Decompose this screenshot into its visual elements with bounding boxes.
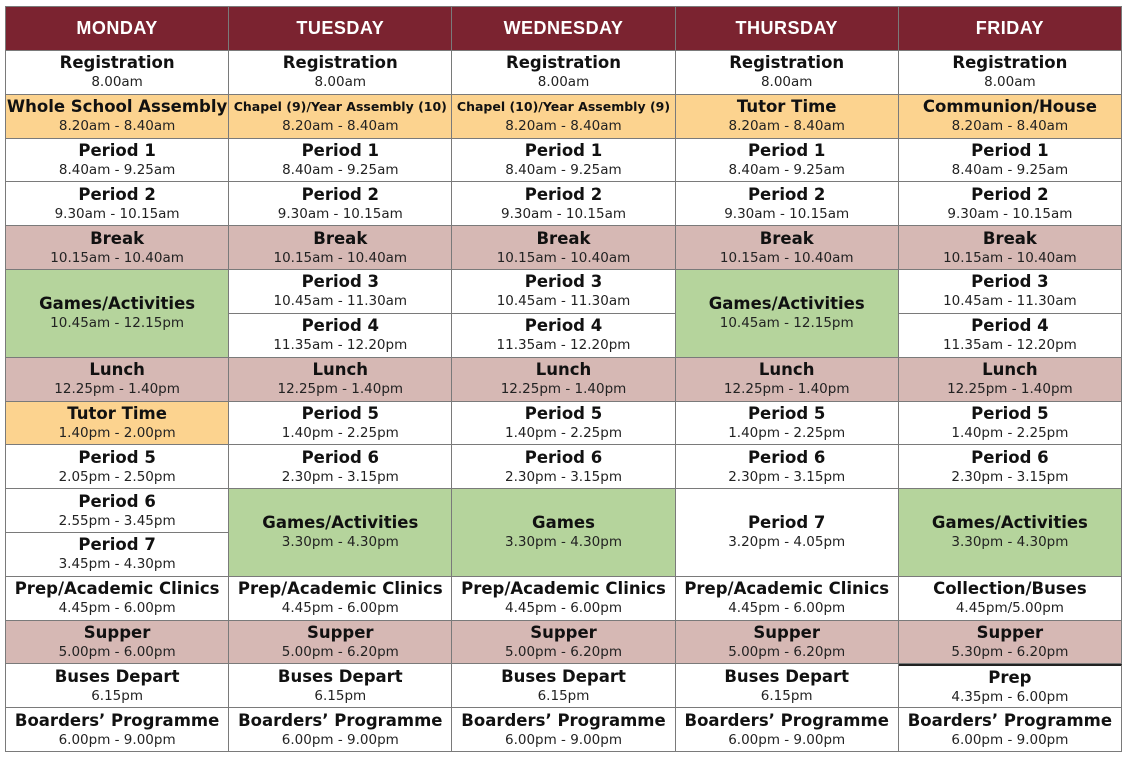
session-time: 8.00am bbox=[760, 74, 813, 91]
session-time: 1.40pm - 2.00pm bbox=[58, 424, 176, 441]
session-time: 10.15am - 10.40am bbox=[273, 249, 408, 266]
session-time: 12.25pm - 1.40pm bbox=[723, 381, 850, 398]
session-time: 8.20am - 8.40am bbox=[728, 118, 845, 135]
session-title: Lunch bbox=[758, 360, 815, 380]
schedule-cell-tuesday bbox=[229, 445, 452, 489]
schedule-cell-tuesday bbox=[229, 708, 452, 752]
session-title: Lunch bbox=[982, 360, 1038, 380]
session-time: 9.30am - 10.15am bbox=[724, 205, 850, 222]
day-header-friday: FRIDAY bbox=[899, 7, 1122, 51]
schedule-cell-friday bbox=[899, 708, 1122, 752]
session-time: 6.00pm - 9.00pm bbox=[951, 731, 1069, 748]
schedule-cell-wednesday bbox=[452, 358, 675, 402]
session-time: 8.20am - 8.40am bbox=[282, 118, 399, 135]
schedule-cell-thursday bbox=[676, 358, 899, 402]
schedule-cell-wednesday bbox=[452, 95, 675, 139]
schedule-cell-monday bbox=[6, 577, 229, 621]
session-time: 5.30pm - 6.20pm bbox=[951, 643, 1069, 660]
session-time: 10.45am - 11.30am bbox=[273, 293, 408, 310]
schedule-cell-friday bbox=[899, 402, 1122, 446]
schedule-cell-tuesday bbox=[229, 182, 452, 226]
session-title: Lunch bbox=[535, 360, 592, 380]
session-title: Registration bbox=[59, 53, 175, 73]
session-time: 9.30am - 10.15am bbox=[500, 205, 626, 222]
session-time: 11.35am - 12.20pm bbox=[942, 337, 1077, 354]
schedule-cell-tuesday bbox=[229, 577, 452, 621]
schedule-cell-friday bbox=[899, 489, 1122, 577]
session-time: 10.45am - 12.15pm bbox=[719, 315, 854, 332]
schedule-cell-monday bbox=[6, 51, 229, 95]
schedule-cell-monday bbox=[6, 664, 229, 708]
session-time: 4.45pm - 6.00pm bbox=[58, 600, 176, 617]
session-title: Games/Activities bbox=[262, 513, 419, 533]
session-title: Chapel (9)/Year Assembly (10) bbox=[233, 99, 447, 115]
session-title: Boarders’ Programme bbox=[238, 710, 443, 730]
schedule-cell-thursday bbox=[676, 270, 899, 358]
schedule-cell-monday bbox=[6, 95, 229, 139]
session-time: 1.40pm - 2.25pm bbox=[504, 424, 622, 441]
schedule-cell-wednesday bbox=[452, 226, 675, 270]
schedule-cell-tuesday bbox=[229, 95, 452, 139]
schedule-cell-tuesday bbox=[229, 51, 452, 95]
session-title: Break bbox=[982, 228, 1037, 248]
session-title: Games/Activities bbox=[708, 294, 865, 314]
schedule-cell-thursday bbox=[676, 621, 899, 665]
schedule-cell-wednesday bbox=[452, 270, 675, 314]
session-time: 3.30pm - 4.30pm bbox=[951, 534, 1069, 551]
session-time: 10.45am - 11.30am bbox=[943, 293, 1077, 310]
session-time: 8.40am - 9.25am bbox=[951, 162, 1069, 179]
schedule-cell-monday bbox=[6, 139, 229, 183]
session-title: Supper bbox=[976, 622, 1044, 642]
session-time: 8.40am - 9.25am bbox=[282, 162, 399, 179]
session-time: 8.40am - 9.25am bbox=[728, 162, 845, 179]
session-time: 6.15pm bbox=[91, 687, 143, 704]
session-title: Supper bbox=[530, 622, 597, 642]
session-title: Lunch bbox=[89, 360, 145, 380]
session-title: Period 6 bbox=[301, 447, 380, 467]
schedule-cell-monday bbox=[6, 182, 229, 226]
session-title: Period 1 bbox=[78, 141, 156, 161]
session-time: 1.40pm - 2.25pm bbox=[951, 424, 1069, 441]
session-title: Period 5 bbox=[78, 447, 156, 467]
schedule-cell-monday bbox=[6, 402, 229, 446]
session-time: 11.35am - 12.20pm bbox=[496, 337, 631, 354]
schedule-cell-tuesday bbox=[229, 139, 452, 183]
session-title: Registration bbox=[282, 53, 398, 73]
schedule-cell-friday bbox=[899, 139, 1122, 183]
session-title: Period 7 bbox=[747, 513, 826, 533]
session-time: 8.20am - 8.40am bbox=[505, 118, 622, 135]
session-title: Period 2 bbox=[301, 184, 380, 204]
schedule-cell-thursday bbox=[676, 402, 899, 446]
session-title: Period 3 bbox=[524, 272, 603, 292]
session-title: Period 4 bbox=[301, 316, 380, 336]
session-title: Chapel (10)/Year Assembly (9) bbox=[456, 99, 671, 115]
session-title: Break bbox=[90, 228, 145, 248]
schedule-cell-friday bbox=[899, 358, 1122, 402]
session-title: Lunch bbox=[312, 360, 369, 380]
session-title: Prep bbox=[988, 667, 1032, 687]
session-time: 4.45pm - 6.00pm bbox=[504, 600, 622, 617]
session-title: Boarders’ Programme bbox=[461, 710, 666, 730]
session-time: 6.15pm bbox=[314, 687, 367, 704]
session-title: Period 5 bbox=[524, 403, 603, 423]
schedule-cell-thursday bbox=[676, 226, 899, 270]
session-time: 8.00am bbox=[91, 74, 143, 91]
session-title: Boarders’ Programme bbox=[684, 710, 889, 730]
session-time: 3.30pm - 4.30pm bbox=[281, 534, 399, 551]
session-time: 8.00am bbox=[984, 74, 1036, 91]
session-time: 2.30pm - 3.15pm bbox=[728, 468, 846, 485]
session-title: Break bbox=[536, 228, 591, 248]
schedule-cell-thursday bbox=[676, 139, 899, 183]
session-time: 12.25pm - 1.40pm bbox=[54, 381, 180, 398]
session-title: Period 5 bbox=[301, 403, 380, 423]
session-title: Period 1 bbox=[524, 141, 603, 161]
schedule-cell-thursday bbox=[676, 445, 899, 489]
schedule-cell-wednesday bbox=[452, 182, 675, 226]
session-title: Supper bbox=[306, 622, 374, 642]
session-title: Supper bbox=[83, 622, 151, 642]
session-title: Games/Activities bbox=[39, 294, 196, 314]
session-title: Period 1 bbox=[971, 141, 1049, 161]
schedule-cell-wednesday bbox=[452, 314, 675, 358]
session-title: Period 4 bbox=[524, 316, 603, 336]
session-time: 4.45pm/5.00pm bbox=[955, 600, 1064, 617]
day-header-wednesday: WEDNESDAY bbox=[452, 7, 675, 51]
schedule-cell-friday bbox=[899, 314, 1122, 358]
session-title: Prep/Academic Clinics bbox=[14, 579, 220, 599]
session-title: Period 5 bbox=[971, 403, 1049, 423]
session-time: 1.40pm - 2.25pm bbox=[728, 424, 846, 441]
schedule-cell-monday bbox=[6, 270, 229, 358]
session-time: 10.15am - 10.40am bbox=[719, 249, 854, 266]
schedule-cell-wednesday bbox=[452, 402, 675, 446]
session-title: Period 2 bbox=[524, 184, 603, 204]
schedule-cell-monday bbox=[6, 489, 229, 533]
session-time: 2.30pm - 3.15pm bbox=[504, 468, 622, 485]
schedule-cell-friday bbox=[899, 51, 1122, 95]
session-title: Period 6 bbox=[78, 491, 156, 511]
session-time: 12.25pm - 1.40pm bbox=[277, 381, 404, 398]
schedule-cell-tuesday bbox=[229, 314, 452, 358]
schedule-cell-thursday bbox=[676, 577, 899, 621]
session-title: Period 1 bbox=[301, 141, 380, 161]
schedule-cell-thursday bbox=[676, 51, 899, 95]
schedule-cell-friday bbox=[899, 664, 1122, 708]
schedule-cell-thursday bbox=[676, 489, 899, 577]
session-time: 9.30am - 10.15am bbox=[54, 205, 180, 222]
session-title: Supper bbox=[753, 622, 820, 642]
session-time: 8.00am bbox=[314, 74, 367, 91]
session-time: 3.30pm - 4.30pm bbox=[504, 534, 622, 551]
session-title: Period 2 bbox=[78, 184, 156, 204]
session-time: 5.00pm - 6.00pm bbox=[58, 643, 176, 660]
schedule-cell-friday bbox=[899, 577, 1122, 621]
session-title: Games/Activities bbox=[931, 513, 1088, 533]
session-time: 6.00pm - 9.00pm bbox=[504, 731, 622, 748]
session-title: Period 5 bbox=[747, 403, 826, 423]
schedule-cell-thursday bbox=[676, 95, 899, 139]
session-title: Period 7 bbox=[78, 535, 156, 555]
session-time: 2.05pm - 2.50pm bbox=[58, 468, 176, 485]
session-title: Period 4 bbox=[971, 316, 1049, 336]
session-title: Period 3 bbox=[971, 272, 1049, 292]
schedule-cell-friday bbox=[899, 621, 1122, 665]
schedule-cell-thursday bbox=[676, 182, 899, 226]
session-title: Period 3 bbox=[301, 272, 380, 292]
schedule-cell-thursday bbox=[676, 708, 899, 752]
session-title: Period 2 bbox=[971, 184, 1049, 204]
session-time: 9.30am - 10.15am bbox=[277, 205, 403, 222]
session-title: Registration bbox=[506, 53, 621, 73]
schedule-cell-tuesday bbox=[229, 226, 452, 270]
session-time: 8.20am - 8.40am bbox=[951, 118, 1069, 135]
schedule-cell-tuesday bbox=[229, 358, 452, 402]
timetable-grid bbox=[5, 6, 1122, 752]
session-time: 2.55pm - 3.45pm bbox=[58, 512, 176, 529]
session-time: 6.00pm - 9.00pm bbox=[728, 731, 846, 748]
session-title: Prep/Academic Clinics bbox=[237, 579, 443, 599]
session-time: 6.15pm bbox=[760, 687, 813, 704]
session-title: Period 2 bbox=[747, 184, 826, 204]
session-time: 9.30am - 10.15am bbox=[947, 205, 1073, 222]
schedule-cell-wednesday bbox=[452, 664, 675, 708]
session-time: 6.00pm - 9.00pm bbox=[281, 731, 399, 748]
schedule-cell-friday bbox=[899, 445, 1122, 489]
session-time: 6.15pm bbox=[537, 687, 590, 704]
session-time: 6.00pm - 9.00pm bbox=[58, 731, 176, 748]
session-title: Tutor Time bbox=[736, 97, 837, 117]
schedule-cell-friday bbox=[899, 95, 1122, 139]
session-time: 3.45pm - 4.30pm bbox=[58, 556, 176, 573]
schedule-cell-monday bbox=[6, 621, 229, 665]
session-title: Break bbox=[759, 228, 814, 248]
session-title: Prep/Academic Clinics bbox=[684, 579, 890, 599]
session-title: Buses Depart bbox=[501, 666, 626, 686]
schedule-cell-wednesday bbox=[452, 445, 675, 489]
schedule-cell-monday bbox=[6, 226, 229, 270]
session-time: 5.00pm - 6.20pm bbox=[281, 643, 399, 660]
schedule-cell-friday bbox=[899, 226, 1122, 270]
session-time: 2.30pm - 3.15pm bbox=[281, 468, 399, 485]
day-header-thursday: THURSDAY bbox=[676, 7, 899, 51]
schedule-cell-tuesday bbox=[229, 621, 452, 665]
day-header-tuesday: TUESDAY bbox=[229, 7, 452, 51]
schedule-cell-wednesday bbox=[452, 139, 675, 183]
session-title: Period 1 bbox=[747, 141, 826, 161]
session-title: Buses Depart bbox=[277, 666, 403, 686]
session-time: 10.15am - 10.40am bbox=[943, 249, 1077, 266]
session-time: 10.45am - 11.30am bbox=[496, 293, 631, 310]
session-title: Period 6 bbox=[971, 447, 1049, 467]
session-time: 8.20am - 8.40am bbox=[58, 118, 176, 135]
session-time: 4.45pm - 6.00pm bbox=[281, 600, 399, 617]
session-title: Whole School Assembly bbox=[6, 97, 228, 117]
schedule-cell-tuesday bbox=[229, 402, 452, 446]
session-time: 1.40pm - 2.25pm bbox=[281, 424, 399, 441]
session-time: 2.30pm - 3.15pm bbox=[951, 468, 1069, 485]
session-time: 5.00pm - 6.20pm bbox=[504, 643, 622, 660]
session-title: Games bbox=[532, 513, 595, 533]
session-time: 4.35pm - 6.00pm bbox=[951, 688, 1069, 705]
schedule-cell-monday bbox=[6, 533, 229, 577]
session-time: 8.40am - 9.25am bbox=[505, 162, 622, 179]
session-time: 12.25pm - 1.40pm bbox=[500, 381, 627, 398]
session-time: 3.20pm - 4.05pm bbox=[728, 534, 846, 551]
session-title: Tutor Time bbox=[67, 403, 167, 423]
schedule-cell-friday bbox=[899, 182, 1122, 226]
session-title: Break bbox=[313, 228, 368, 248]
schedule-cell-wednesday bbox=[452, 708, 675, 752]
session-title: Registration bbox=[729, 53, 845, 73]
session-title: Collection/Buses bbox=[933, 579, 1087, 599]
schedule-cell-wednesday bbox=[452, 577, 675, 621]
session-title: Prep/Academic Clinics bbox=[461, 579, 666, 599]
session-title: Boarders’ Programme bbox=[907, 710, 1113, 730]
session-time: 8.40am - 9.25am bbox=[58, 162, 176, 179]
schedule-cell-wednesday bbox=[452, 51, 675, 95]
session-title: Registration bbox=[952, 53, 1068, 73]
session-title: Boarders’ Programme bbox=[14, 710, 220, 730]
session-time: 10.15am - 10.40am bbox=[496, 249, 631, 266]
session-time: 8.00am bbox=[537, 74, 590, 91]
day-header-monday: MONDAY bbox=[6, 7, 229, 51]
schedule-cell-monday bbox=[6, 708, 229, 752]
session-time: 10.45am - 12.15pm bbox=[50, 315, 185, 332]
session-time: 5.00pm - 6.20pm bbox=[728, 643, 846, 660]
schedule-cell-wednesday bbox=[452, 489, 675, 577]
session-time: 12.25pm - 1.40pm bbox=[947, 381, 1073, 398]
schedule-cell-tuesday bbox=[229, 489, 452, 577]
schedule-cell-tuesday bbox=[229, 270, 452, 314]
schedule-cell-tuesday bbox=[229, 664, 452, 708]
schedule-cell-monday bbox=[6, 358, 229, 402]
schedule-cell-monday bbox=[6, 445, 229, 489]
session-time: 11.35am - 12.20pm bbox=[273, 337, 408, 354]
session-title: Buses Depart bbox=[724, 666, 850, 686]
session-title: Period 6 bbox=[747, 447, 826, 467]
session-time: 10.15am - 10.40am bbox=[50, 249, 184, 266]
schedule-cell-wednesday bbox=[452, 621, 675, 665]
session-title: Buses Depart bbox=[54, 666, 180, 686]
schedule-cell-friday bbox=[899, 270, 1122, 314]
schedule-cell-thursday bbox=[676, 664, 899, 708]
session-title: Communion/House bbox=[922, 97, 1097, 117]
session-time: 4.45pm - 6.00pm bbox=[728, 600, 846, 617]
session-title: Period 6 bbox=[524, 447, 603, 467]
